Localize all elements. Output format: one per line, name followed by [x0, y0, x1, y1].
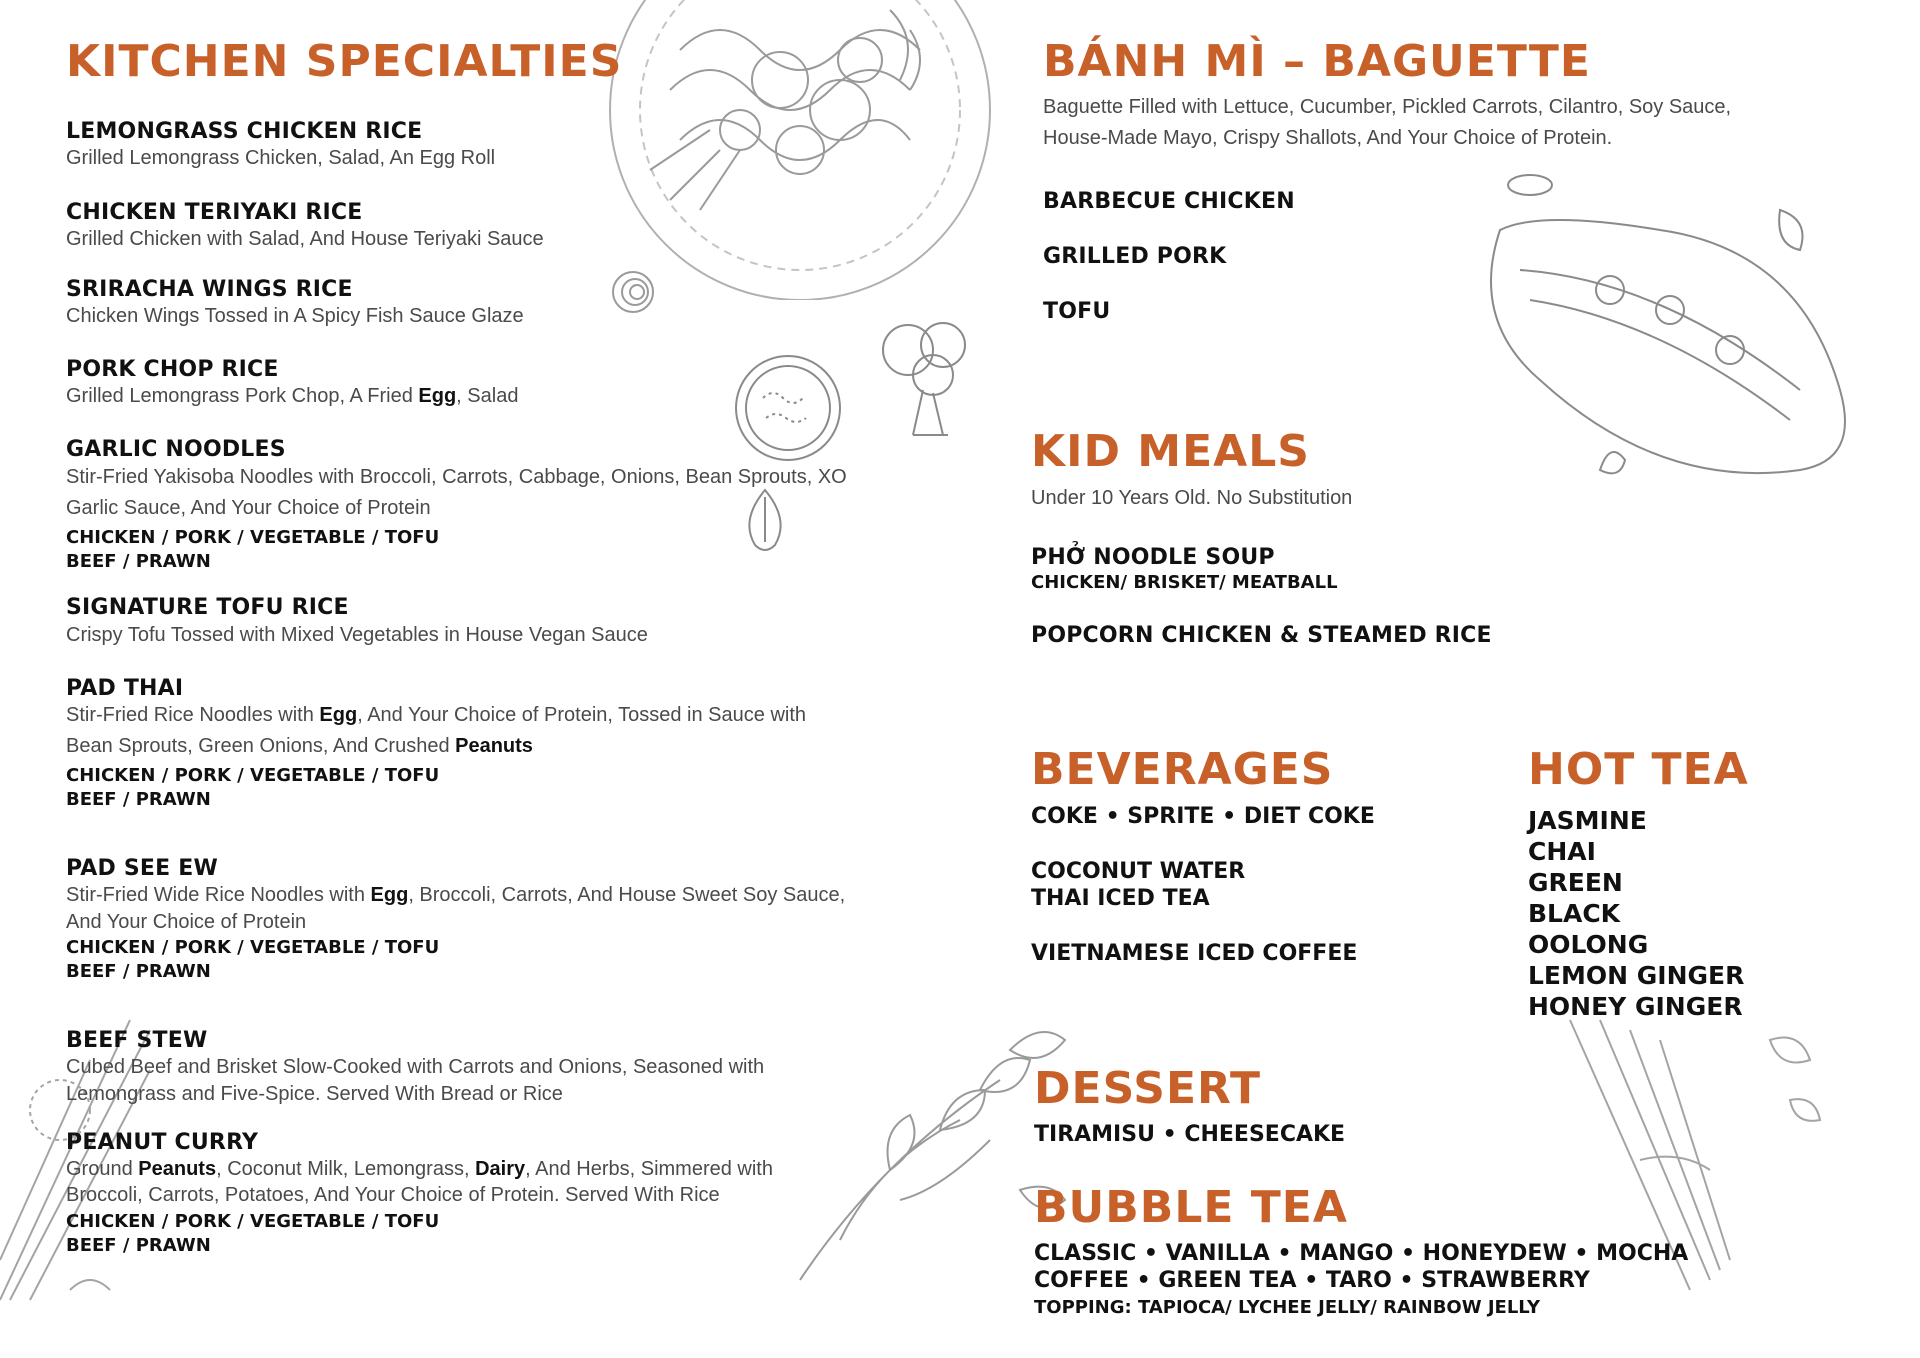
menu-item-desc: Ground Peanuts, Coconut Milk, Lemongrass, Dairy, And Herbs, Simmered with: [66, 1158, 773, 1180]
menu-item-desc: Grilled Chicken with Salad, And House Teriyaki Sauce: [66, 228, 544, 250]
menu-item-desc: Lemongrass and Five-Spice. Served With Bread or Rice: [66, 1083, 563, 1105]
bubble-tea-flavors: COFFEE • GREEN TEA • TARO • STRAWBERRY: [1034, 1268, 1590, 1293]
hot-tea-item: BLACK: [1528, 899, 1621, 928]
banh-mi-item: BARBECUE CHICKEN: [1043, 189, 1295, 214]
menu-item-name: LEMONGRASS CHICKEN RICE: [66, 119, 423, 144]
banh-mi-desc: House-Made Mayo, Crispy Shallots, And Your Choice of Protein.: [1043, 127, 1613, 149]
kid-meal-options: CHICKEN/ BRISKET/ MEATBALL: [1031, 572, 1338, 593]
hot-tea-list: [1528, 805, 1744, 1022]
dessert-title: DESSERT: [1034, 1063, 1261, 1114]
kitchen-specialties-title: KITCHEN SPECIALTIES: [66, 36, 623, 87]
protein-options: BEEF / PRAWN: [66, 551, 211, 572]
menu-item-name: SIGNATURE TOFU RICE: [66, 595, 349, 620]
menu-item-desc: Stir-Fried Rice Noodles with Egg, And Your Choice of Protein, Tossed in Sauce with: [66, 704, 807, 726]
protein-options: BEEF / PRAWN: [66, 961, 211, 982]
menu-item-name: BEEF STEW: [66, 1028, 208, 1053]
menu-item-desc: Crispy Tofu Tossed with Mixed Vegetables in House Vegan Sauce: [66, 624, 648, 646]
menu-item-desc: Chicken Wings Tossed in A Spicy Fish Sauce Glaze: [66, 305, 524, 327]
bubble-tea-title: BUBBLE TEA: [1034, 1182, 1348, 1233]
hot-tea-item: HONEY GINGER: [1528, 992, 1743, 1021]
allergen-highlight: Egg: [418, 385, 457, 407]
allergen-highlight: Egg: [319, 704, 358, 726]
hot-tea-title: HOT TEA: [1528, 744, 1749, 795]
beverage-line: THAI ICED TEA: [1031, 886, 1210, 911]
noodle-bowl-sketch: [590, 0, 1030, 300]
allergen-highlight: Peanuts: [455, 735, 533, 757]
bubble-tea-toppings: TOPPING: TAPIOCA/ LYCHEE JELLY/ RAINBOW JELLY: [1034, 1297, 1541, 1318]
menu-item-desc: Cubed Beef and Brisket Slow-Cooked with Carrots and Onions, Seasoned with: [66, 1056, 765, 1078]
menu-item-desc: Garlic Sauce, And Your Choice of Protein: [66, 497, 431, 519]
menu-item-desc: Stir-Fried Yakisoba Noodles with Broccoli, Carrots, Cabbage, Onions, Bean Sprouts, XO: [66, 466, 847, 488]
menu-item-desc: Grilled Lemongrass Pork Chop, A Fried Egg, Salad: [66, 385, 519, 407]
menu-item-desc: Bean Sprouts, Green Onions, And Crushed Peanuts: [66, 735, 533, 757]
beverages-title: BEVERAGES: [1031, 744, 1334, 795]
hot-tea-item: OOLONG: [1528, 930, 1649, 959]
banh-mi-desc: Baguette Filled with Lettuce, Cucumber, Pickled Carrots, Cilantro, Soy Sauce,: [1043, 96, 1732, 118]
allergen-highlight: Dairy: [475, 1158, 526, 1180]
beverage-line: VIETNAMESE ICED COFFEE: [1031, 941, 1358, 966]
menu-item-name: PORK CHOP RICE: [66, 357, 279, 382]
banh-mi-title: BÁNH MÌ – BAGUETTE: [1043, 36, 1591, 87]
menu-item-name: PAD THAI: [66, 676, 184, 701]
kid-meals-note: Under 10 Years Old. No Substitution: [1031, 487, 1353, 509]
hot-tea-item: GREEN: [1528, 868, 1623, 897]
kid-meal-item: PHỞ NOODLE SOUP: [1031, 545, 1275, 570]
menu-item-desc: And Your Choice of Protein: [66, 911, 307, 933]
dessert-items: TIRAMISU • CHEESECAKE: [1034, 1122, 1346, 1147]
hot-tea-item: LEMON GINGER: [1528, 961, 1745, 990]
onion-rings-sketch: [605, 262, 665, 322]
menu-item-name: PAD SEE EW: [66, 856, 218, 881]
banh-mi-item: GRILLED PORK: [1043, 244, 1227, 269]
allergen-highlight: Egg: [370, 884, 409, 906]
garlic-sketch: [740, 485, 790, 555]
menu-item-name: SRIRACHA WINGS RICE: [66, 277, 353, 302]
sauce-bowl-sketch: [728, 348, 848, 468]
hot-tea-item: JASMINE: [1528, 806, 1647, 835]
menu-item-name: PEANUT CURRY: [66, 1130, 259, 1155]
kid-meal-item: POPCORN CHICKEN & STEAMED RICE: [1031, 623, 1492, 648]
banh-mi-item: TOFU: [1043, 299, 1111, 324]
menu-item-name: GARLIC NOODLES: [66, 437, 286, 462]
protein-options: CHICKEN / PORK / VEGETABLE / TOFU: [66, 527, 440, 548]
protein-options: CHICKEN / PORK / VEGETABLE / TOFU: [66, 1211, 440, 1232]
menu-item-name: CHICKEN TERIYAKI RICE: [66, 200, 363, 225]
allergen-highlight: Peanuts: [138, 1158, 217, 1180]
broccoli-sketch: [868, 315, 988, 445]
hot-tea-item: CHAI: [1528, 837, 1596, 866]
beverage-line: COCONUT WATER: [1031, 859, 1246, 884]
menu-item-desc: Stir-Fried Wide Rice Noodles with Egg, Broccoli, Carrots, And House Sweet Soy Sauce,: [66, 884, 846, 906]
protein-options: BEEF / PRAWN: [66, 1235, 211, 1256]
protein-options: CHICKEN / PORK / VEGETABLE / TOFU: [66, 765, 440, 786]
protein-options: CHICKEN / PORK / VEGETABLE / TOFU: [66, 937, 440, 958]
menu-item-desc: Broccoli, Carrots, Potatoes, And Your Choice of Protein. Served With Rice: [66, 1184, 720, 1206]
protein-options: BEEF / PRAWN: [66, 789, 211, 810]
kid-meals-title: KID MEALS: [1031, 426, 1310, 477]
menu-item-desc: Grilled Lemongrass Chicken, Salad, An Egg Roll: [66, 147, 496, 169]
beverage-line: COKE • SPRITE • DIET COKE: [1031, 804, 1375, 829]
bubble-tea-flavors: CLASSIC • VANILLA • MANGO • HONEYDEW • MOCHA: [1034, 1241, 1689, 1266]
baguette-sketch: [1460, 170, 1860, 510]
